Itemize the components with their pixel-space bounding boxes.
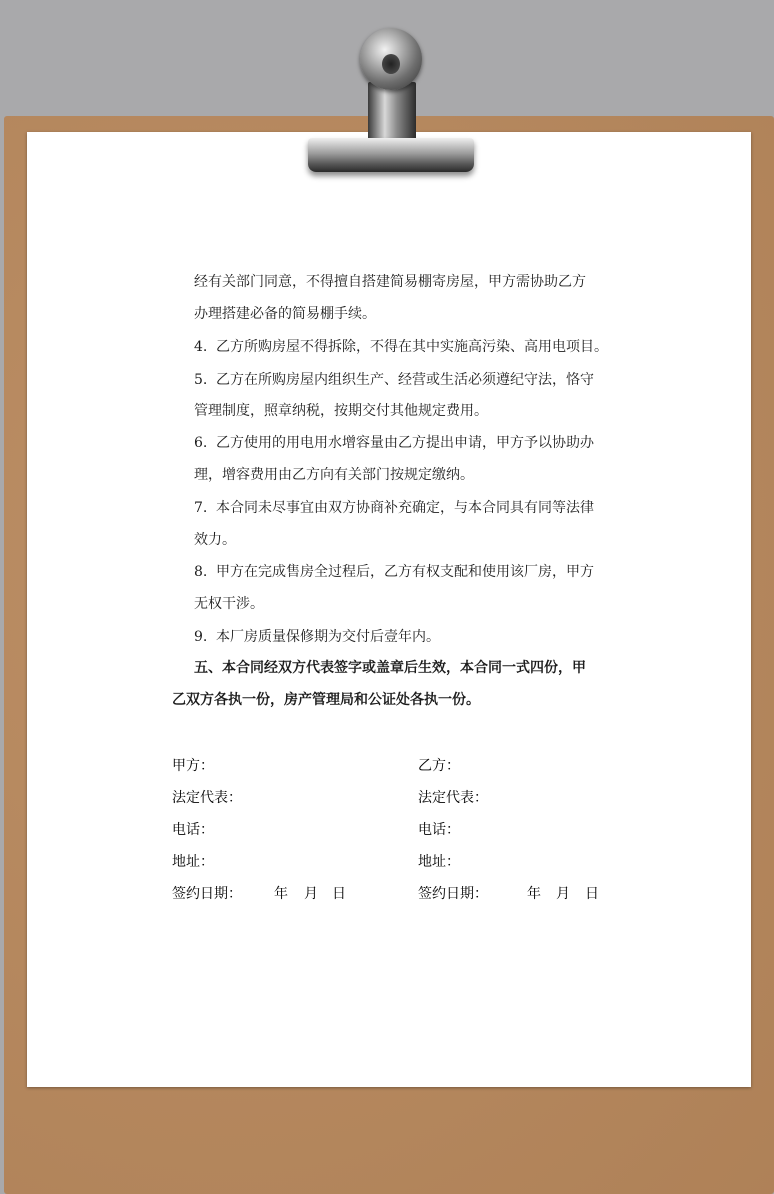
party-a-month: 月 bbox=[304, 886, 318, 902]
party-b-year: 年 bbox=[527, 886, 541, 902]
item-text: 本厂房质量保修期为交付后壹年内。 bbox=[216, 629, 440, 645]
item-text: 甲方在完成售房全过程后，乙方有权支配和使用该厂房，甲方 bbox=[216, 564, 594, 580]
party-a-label: 甲方： bbox=[172, 758, 214, 774]
item-number: 5. bbox=[194, 372, 208, 388]
item-number: 4. bbox=[194, 339, 208, 355]
clause-five: 五、本合同经双方代表签字或盖章后生效，本合同一式四份，甲 bbox=[194, 660, 586, 676]
item-text: 乙方在所购房屋内组织生产、经营或生活必须遵纪守法，恪守 bbox=[216, 372, 594, 388]
party-b-day: 日 bbox=[585, 886, 599, 902]
item-text: 乙方所购房屋不得拆除，不得在其中实施高污染、高用电项目。 bbox=[216, 339, 608, 355]
party-a-year: 年 bbox=[274, 886, 288, 902]
clause-five: 乙双方各执一份，房产管理局和公证处各执一份。 bbox=[172, 692, 480, 708]
continuation-line: 办理搭建必备的简易棚手续。 bbox=[194, 306, 376, 322]
item-number: 8. bbox=[194, 564, 208, 580]
item-text: 管理制度，照章纳税，按期交付其他规定费用。 bbox=[194, 403, 488, 419]
party-b-rep-label: 法定代表： bbox=[418, 790, 488, 806]
party-b-label: 乙方： bbox=[418, 758, 460, 774]
party-a-date-label: 签约日期： bbox=[172, 886, 242, 902]
party-b-address-label: 地址： bbox=[418, 854, 460, 870]
item-text: 无权干涉。 bbox=[194, 596, 264, 612]
party-a-phone-label: 电话： bbox=[172, 822, 214, 838]
continuation-line: 经有关部门同意，不得擅自搭建简易棚寄房屋，甲方需协助乙方 bbox=[194, 274, 586, 290]
item-text: 本合同未尽事宜由双方协商补充确定，与本合同具有同等法律 bbox=[216, 500, 594, 516]
party-b-phone-label: 电话： bbox=[418, 822, 460, 838]
party-a-day: 日 bbox=[332, 886, 346, 902]
item-number: 6. bbox=[194, 435, 208, 451]
party-b-date-label: 签约日期： bbox=[418, 886, 488, 902]
party-a-rep-label: 法定代表： bbox=[172, 790, 242, 806]
party-a-address-label: 地址： bbox=[172, 854, 214, 870]
item-text: 理，增容费用由乙方向有关部门按规定缴纳。 bbox=[194, 467, 474, 483]
item-number: 7. bbox=[194, 500, 208, 516]
item-text: 乙方使用的用电用水增容量由乙方提出申请，甲方予以协助办 bbox=[216, 435, 594, 451]
item-number: 9. bbox=[194, 629, 208, 645]
party-b-month: 月 bbox=[556, 886, 570, 902]
item-text: 效力。 bbox=[194, 532, 236, 548]
